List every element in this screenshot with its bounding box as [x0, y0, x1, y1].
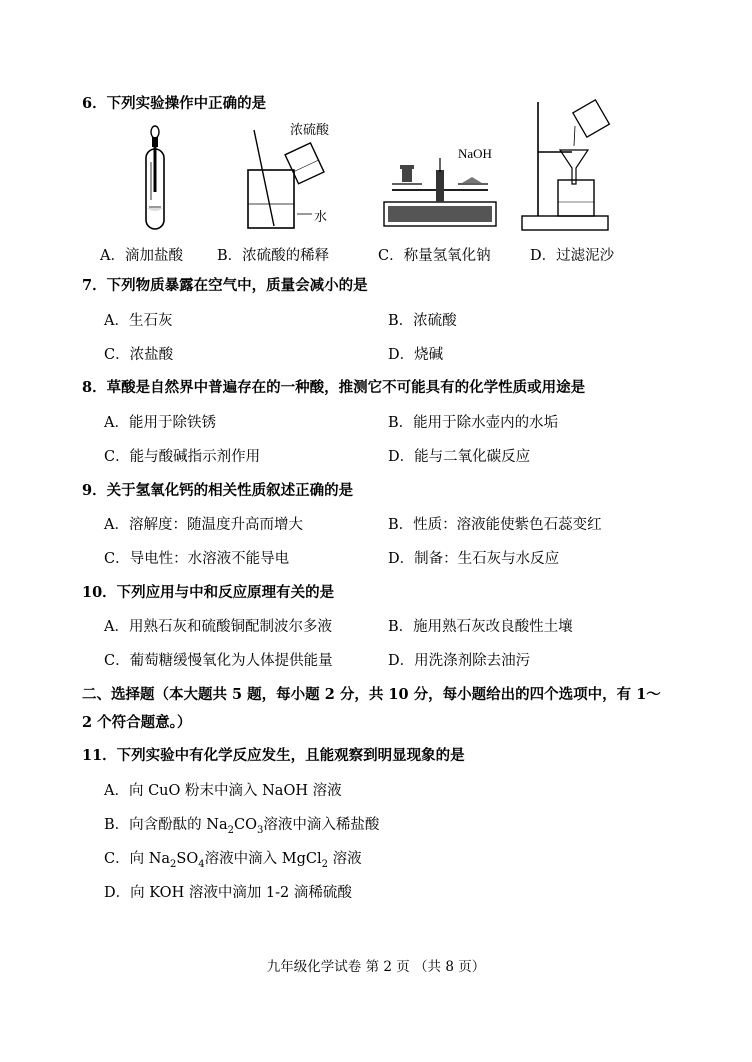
q8-stem: 8．草酸是自然界中普遍存在的一种酸，推测它不可能具有的化学性质或用途是 [82, 379, 586, 396]
label-naoh: NaOH [458, 146, 492, 161]
label-conc-sulfuric-acid: 浓硫酸 [290, 123, 330, 138]
q6-option-a: A．滴加盐酸 [100, 248, 183, 264]
q7-stem: 7．下列物质暴露在空气中，质量会减小的是 [82, 277, 368, 294]
section2-heading-line2: 2 个符合题意。） [82, 714, 192, 731]
balance-figure [382, 150, 500, 230]
q10-option-a: A．用熟石灰和硫酸铜配制波尔多液 [104, 619, 332, 635]
q11-option-b: B．向含酚酞的 $Na_2CO_3$溶液中滴入稀盐酸 [104, 817, 380, 836]
acid-dilution-figure [240, 122, 360, 234]
q6-option-d: D．过滤泥沙 [530, 248, 615, 264]
q11-option-a: A．向 CuO 粉末中滴入 NaOH 溶液 [104, 783, 342, 799]
q8-option-d: D．能与二氧化碳反应 [388, 449, 531, 465]
q7-option-a: A．生石灰 [104, 313, 173, 329]
q8-option-c: C．能与酸碱指示剂作用 [104, 449, 261, 465]
q11-stem: 11．下列实验中有化学反应发生，且能观察到明显现象的是 [82, 747, 465, 764]
q9-stem: 9．关于氢氧化钙的相关性质叙述正确的是 [82, 482, 354, 499]
q9-option-b: B．性质：溶液能使紫色石蕊变红 [388, 517, 602, 533]
section2-heading-line1: 二、选择题（本大题共 5 题，每小题 2 分，共 10 分，每小题给出的四个选项中，有 1～ [82, 686, 661, 703]
q6-option-b: B．浓硫酸的稀释 [217, 248, 330, 264]
q8-option-a: A．能用于除铁锈 [104, 415, 216, 431]
q10-option-c: C．葡萄糖缓慢氧化为人体提供能量 [104, 653, 333, 669]
q10-option-b: B．施用熟石灰改良酸性土壤 [388, 619, 573, 635]
q11-option-c: C．向 $Na_2SO_4$溶液中滴入 MgCl$_2$ 溶液 [104, 851, 362, 870]
page-footer: 九年级化学试卷 第 2 页 （共 8 页） [266, 959, 486, 975]
q11-option-d: D．向 KOH 溶液中滴加 1-2 滴稀硫酸 [104, 885, 352, 901]
q10-option-d: D．用洗涤剂除去油污 [388, 653, 531, 669]
q7-option-c: C．浓盐酸 [104, 347, 174, 363]
q6-option-c: C．称量氢氧化钠 [378, 248, 491, 264]
q7-option-d: D．烧碱 [388, 347, 444, 363]
label-water: 水 [314, 210, 328, 225]
q9-option-a: A．溶解度：随温度升高而增大 [104, 517, 303, 533]
q7-option-b: B．浓硫酸 [388, 313, 457, 329]
q10-stem: 10．下列应用与中和反应原理有关的是 [82, 584, 335, 601]
q8-option-b: B．能用于除水壶内的水垢 [388, 415, 559, 431]
filtration-figure [520, 98, 620, 234]
q9-option-d: D．制备：生石灰与水反应 [388, 551, 560, 567]
q6-stem: 6．下列实验操作中正确的是 [82, 95, 267, 112]
dropper-test-tube-figure [132, 122, 192, 234]
q9-option-c: C．导电性：水溶液不能导电 [104, 551, 290, 567]
